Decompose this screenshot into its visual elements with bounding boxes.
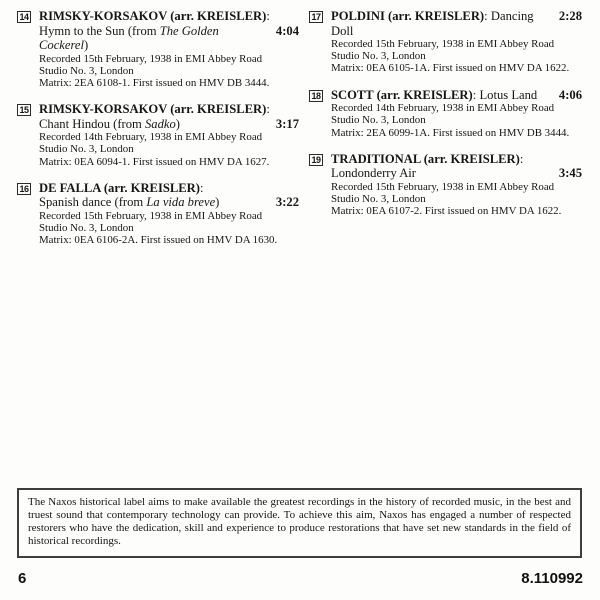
track-info [39,9,299,89]
track-number-box: 14 [17,11,31,23]
track-duration: 4:04 [275,23,299,38]
track-info [331,152,582,218]
title-text: Londonderry Air [331,166,416,181]
track-number-box: 17 [309,11,323,23]
title-text: Chant Hindou (from [39,116,145,131]
track-detail-line: Matrix: 0EA 6106-2A. First issued on HMV DA 1630. [39,234,278,247]
track-heading-text [39,9,270,23]
separator: : [266,102,270,117]
track-detail-line: Studio No. 3, London [331,114,426,127]
track-detail-line: Matrix: 0EA 6105-1A. First issued on HMV DA 1622. [331,62,570,75]
track-header-line [331,152,582,167]
track-detail-line: Studio No. 3, London [331,192,426,205]
title-text: ) [175,116,180,131]
track-heading-text [39,102,270,116]
track-info [331,88,582,139]
separator: : [199,180,204,195]
track-detail-line: Matrix: 2EA 6099-1A. First issued on HMV DB 3444. [331,126,570,139]
track-header-line [39,9,299,24]
work-title-italic: The Golden Cockerel [39,23,219,52]
composer-name: SCOTT (arr. KREISLER) [331,87,473,102]
track-list-left-column [17,9,299,259]
track-header-line [331,9,582,38]
track-entry [309,9,582,75]
track-heading-text [331,9,554,38]
track-detail-line: Matrix: 2EA 6108-1. First issued on HMV DB 3444. [39,76,270,89]
track-header-line [39,102,299,117]
track-duration: 3:17 [275,116,299,131]
track-list-right-column [309,9,582,230]
separator: : [484,9,488,23]
title-text: Spanish dance (from [39,195,147,210]
track-heading-text [331,88,537,103]
track-header-line [39,181,299,196]
track-info [331,9,582,75]
composer-name: TRADITIONAL (arr. KREISLER) [331,151,520,166]
track-detail-line: Recorded 15th February, 1938 in EMI Abbey Road [39,209,263,222]
track-number-box: 18 [309,90,323,102]
track-info [39,181,299,247]
composer-name: POLDINI (arr. KREISLER) [331,9,485,23]
track-title [39,24,271,53]
track-title [476,88,537,102]
track-title [39,117,180,132]
track-duration: 4:06 [558,87,582,102]
track-header-line [331,88,582,103]
track-number-box: 19 [309,154,323,166]
track-title-line [39,117,299,132]
track-title [39,195,219,210]
track-title-line [39,24,299,53]
track-detail-line: Matrix: 0EA 6094-1. First issued on HMV DA 1627. [39,155,270,168]
separator: : [266,9,270,23]
naxos-historical-note-box [17,488,582,558]
track-title [331,166,416,181]
separator: : [519,151,524,166]
track-number-box: 16 [17,183,31,195]
track-title-line [39,195,299,210]
title-text: Dancing Doll [331,9,534,38]
page-number: 6 [18,570,27,587]
track-detail-line: Studio No. 3, London [331,50,426,63]
composer-name: RIMSKY-KORSAKOV (arr. KREISLER) [39,9,267,23]
track-detail-line: Studio No. 3, London [39,221,134,234]
track-detail-line: Studio No. 3, London [39,64,134,77]
track-detail-line: Studio No. 3, London [39,143,134,156]
page-footer [18,570,583,587]
track-entry [17,102,299,168]
naxos-historical-note-text: The Naxos historical label aims to make available the greatest recordings in the history of recorded music, in the best and truest sound that contemporary technology can provide. To achieve this aim, Naxos has engaged a number of respected restorers who have the dedication, skill and experience to produce restorations that have set new standards in the field of historical recordings. [28,496,571,547]
track-detail-line: Recorded 15th February, 1938 in EMI Abbey Road [331,180,555,193]
track-entry [17,9,299,89]
track-detail-line: Recorded 14th February, 1938 in EMI Abbey Road [39,131,263,144]
title-text: Lotus Land [479,87,538,102]
title-text: ) [215,195,220,210]
track-detail-line: Recorded 15th February, 1938 in EMI Abbey Road [331,38,555,50]
track-entry [17,181,299,247]
composer-name: RIMSKY-KORSAKOV (arr. KREISLER) [39,102,267,117]
composer-name: DE FALLA (arr. KREISLER) [39,180,200,195]
catalog-number: 8.110992 [521,570,583,587]
work-title-italic: Sadko [144,116,176,131]
track-entry [309,152,582,218]
track-entry [309,88,582,139]
separator: : [472,87,477,102]
track-detail-line: Recorded 15th February, 1938 in EMI Abbey Road [39,52,263,65]
track-number-box: 15 [17,104,31,116]
track-duration: 2:28 [558,9,582,23]
track-title-line [331,166,582,181]
track-detail-line: Recorded 14th February, 1938 in EMI Abbey Road [331,102,555,115]
title-text: Hymn to the Sun (from [39,23,160,38]
track-heading-text [39,181,203,195]
track-heading-text [331,152,523,166]
track-duration: 3:45 [558,166,582,181]
track-info [39,102,299,168]
track-duration: 3:22 [275,195,299,210]
work-title-italic: La vida breve [146,195,216,210]
track-detail-line: Matrix: 0EA 6107-2. First issued on HMV DA 1622. [331,205,562,218]
title-text: ) [84,38,89,52]
